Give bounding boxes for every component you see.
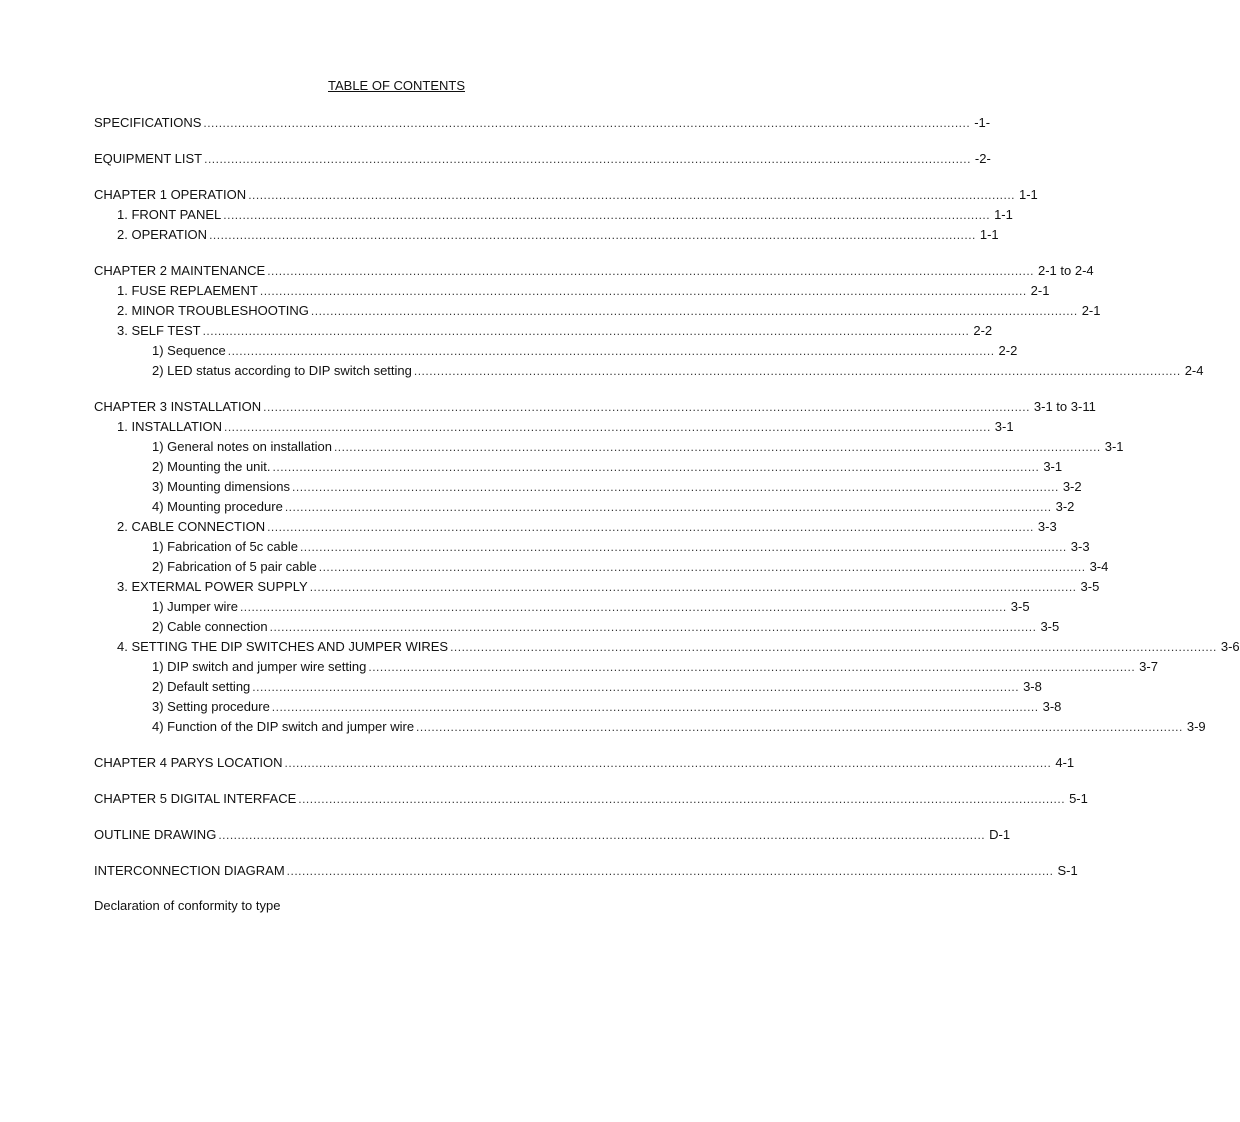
toc-entry[interactable] (94, 657, 1158, 677)
toc-entry-label: SPECIFICATIONS (94, 115, 202, 130)
toc-entry-page: 3-1 (1104, 439, 1124, 454)
toc-entry-label: 4. SETTING THE DIP SWITCHES AND JUMPER WIRES (117, 639, 449, 654)
toc-entry-label: 2) LED status according to DIP switch setting (152, 363, 412, 378)
toc-entry-page: 3-8 (1023, 679, 1042, 694)
dot-leader: ........................................................................................................................................................................................................ (299, 540, 1067, 554)
dot-leader: ........................................................................................................................................................................................................ (239, 600, 1007, 614)
toc-entry-label: 2) Default setting (152, 679, 251, 694)
toc-entry[interactable] (94, 677, 1042, 697)
dot-leader: ........................................................................................................................................................................................................ (263, 400, 1030, 414)
toc-entry-label: CHAPTER 5 DIGITAL INTERFACE (94, 791, 297, 806)
dot-leader: ........................................................................................................................................................................................................ (298, 792, 1066, 806)
toc-entry-page: -1- (974, 115, 991, 130)
dot-leader: ........................................................................................................................................................................................................ (267, 264, 1034, 278)
dot-leader: ........................................................................................................................................................................................................ (310, 304, 1078, 318)
toc-entry-page: 3-5 (1010, 599, 1030, 614)
toc-entry-page: 3-3 (1037, 519, 1057, 534)
toc-entry-label: CHAPTER 1 OPERATION (94, 187, 247, 202)
toc-entry-page: S-1 (1057, 863, 1078, 878)
toc-entry[interactable] (94, 113, 991, 133)
declaration-line: Declaration of conformity to type (94, 898, 281, 913)
dot-leader: ........................................................................................................................................................................................................ (224, 420, 991, 434)
toc-entry-label: 2. MINOR TROUBLESHOOTING (117, 303, 309, 318)
toc-entry-page: 3-4 (1089, 559, 1109, 574)
toc-entry[interactable] (94, 281, 1050, 301)
toc-entry-page: 3-6 (1220, 639, 1240, 654)
toc-entry[interactable] (94, 261, 1094, 281)
toc-entry-label: 1) General notes on installation (152, 439, 332, 454)
dot-leader: ........................................................................................................................................................................................................ (248, 188, 1015, 202)
toc-entry[interactable] (94, 697, 1062, 717)
toc-entry[interactable] (94, 517, 1057, 537)
toc-entry[interactable] (94, 341, 1018, 361)
toc-entry-label: 2) Cable connection (152, 619, 268, 634)
toc-entry-label: 3) Mounting dimensions (152, 479, 291, 494)
toc-entry-label: 1) DIP switch and jumper wire setting (152, 659, 367, 674)
toc-entry-label: 2. OPERATION (117, 227, 208, 242)
dot-leader: ........................................................................................................................................................................................................ (413, 364, 1181, 378)
toc-entry-page: 3-5 (1040, 619, 1060, 634)
toc-entry-label: 2. CABLE CONNECTION (117, 519, 266, 534)
toc-entry-page: 2-2 (998, 343, 1018, 358)
toc-entry[interactable] (94, 437, 1124, 457)
toc-entry[interactable] (94, 417, 1014, 437)
toc-entry-page: 3-7 (1139, 659, 1158, 674)
toc-entry[interactable] (94, 361, 1204, 381)
toc-entry-page: 2-4 (1184, 363, 1204, 378)
toc-entry-label: 1. INSTALLATION (117, 419, 222, 434)
toc-entry[interactable] (94, 557, 1109, 577)
toc-entry-page: 3-1 (994, 419, 1014, 434)
toc-entry[interactable] (94, 861, 1078, 881)
toc-entry[interactable] (94, 205, 1013, 225)
page-title: TABLE OF CONTENTS (328, 78, 465, 93)
toc-entry-page: 2-1 (1030, 283, 1050, 298)
toc-entry[interactable] (94, 617, 1060, 637)
dot-leader: ........................................................................................................................................................................................................ (203, 116, 971, 130)
toc-entry[interactable] (94, 149, 991, 169)
dot-leader: ........................................................................................................................................................................................................ (284, 500, 1052, 514)
toc-entry[interactable] (94, 577, 1100, 597)
toc-entry-page: 3-3 (1070, 539, 1090, 554)
dot-leader: ........................................................................................................................................................................................................ (271, 700, 1039, 714)
toc-entry[interactable] (94, 753, 1075, 773)
toc-entry-page: -2- (974, 151, 991, 166)
toc-entry[interactable] (94, 457, 1063, 477)
dot-leader: ........................................................................................................................................................................................................ (269, 620, 1037, 634)
dot-leader: ........................................................................................................................................................................................................ (309, 580, 1077, 594)
toc-entry-page: 3-2 (1055, 499, 1075, 514)
toc-entry-page: D-1 (989, 827, 1011, 842)
dot-leader: ........................................................................................................................................................................................................ (259, 284, 1027, 298)
toc-entry-label: 2) Fabrication of 5 pair cable (152, 559, 317, 574)
toc-entry[interactable] (94, 789, 1088, 809)
toc-entry-page: 1-1 (1018, 187, 1038, 202)
toc-entry-label: 1) Sequence (152, 343, 226, 358)
toc-entry-label: CHAPTER 4 PARYS LOCATION (94, 755, 283, 770)
toc-entry[interactable] (94, 717, 1206, 737)
toc-entry-label: 4) Function of the DIP switch and jumper wire (152, 719, 415, 734)
table-of-contents (94, 113, 1240, 881)
toc-entry-label: 1) Jumper wire (152, 599, 238, 614)
toc-entry[interactable] (94, 477, 1082, 497)
toc-entry-page: 3-1 (1043, 459, 1063, 474)
toc-entry[interactable] (94, 497, 1075, 517)
dot-leader: ........................................................................................................................................................................................................ (272, 460, 1040, 474)
toc-entry-page: 3-2 (1062, 479, 1082, 494)
toc-entry[interactable] (94, 397, 1096, 417)
dot-leader: ........................................................................................................................................................................................................ (368, 660, 1136, 674)
toc-entry-label: 2) Mounting the unit. (152, 459, 271, 474)
toc-entry-label: CHAPTER 2 MAINTENANCE (94, 263, 266, 278)
dot-leader: ........................................................................................................................................................................................................ (223, 208, 991, 222)
dot-leader: ........................................................................................................................................................................................................ (227, 344, 995, 358)
toc-entry-label: 3) Setting procedure (152, 699, 270, 714)
toc-entry-label: 4) Mounting procedure (152, 499, 283, 514)
dot-leader: ........................................................................................................................................................................................................ (318, 560, 1086, 574)
toc-entry-label: CHAPTER 3 INSTALLATION (94, 399, 262, 414)
toc-entry-page: 3-8 (1042, 699, 1062, 714)
dot-leader: ........................................................................................................................................................................................................ (204, 152, 971, 166)
toc-entry-label: 1. FRONT PANEL (117, 207, 222, 222)
dot-leader: ........................................................................................................................................................................................................ (416, 720, 1183, 734)
dot-leader: ........................................................................................................................................................................................................ (267, 520, 1034, 534)
dot-leader: ........................................................................................................................................................................................................ (333, 440, 1101, 454)
toc-entry-label: 3. SELF TEST (117, 323, 201, 338)
dot-leader: ........................................................................................................................................................................................................ (292, 480, 1059, 494)
toc-entry[interactable] (94, 637, 1240, 657)
toc-entry-page: 1-1 (994, 207, 1013, 222)
toc-entry-page: 2-1 to 2-4 (1038, 263, 1094, 278)
toc-entry-page: 4-1 (1055, 755, 1075, 770)
dot-leader: ........................................................................................................................................................................................................ (209, 228, 976, 242)
toc-entry[interactable] (94, 597, 1030, 617)
toc-entry-label: 1. FUSE REPLAEMENT (117, 283, 258, 298)
toc-entry[interactable] (94, 301, 1101, 321)
dot-leader: ........................................................................................................................................................................................................ (284, 756, 1052, 770)
toc-entry-page: 3-5 (1080, 579, 1100, 594)
toc-entry-page: 2-1 (1081, 303, 1101, 318)
toc-entry-label: 1) Fabrication of 5c cable (152, 539, 298, 554)
toc-entry-label: 3. EXTERMAL POWER SUPPLY (117, 579, 308, 594)
toc-entry-page: 1-1 (979, 227, 999, 242)
toc-entry-label: OUTLINE DRAWING (94, 827, 217, 842)
toc-entry-label: EQUIPMENT LIST (94, 151, 203, 166)
toc-entry[interactable] (94, 225, 999, 245)
dot-leader: ........................................................................................................................................................................................................ (202, 324, 970, 338)
toc-entry-page: 3-1 to 3-11 (1033, 399, 1096, 414)
dot-leader: ........................................................................................................................................................................................................ (218, 828, 986, 842)
toc-entry-label: INTERCONNECTION DIAGRAM (94, 863, 285, 878)
toc-entry[interactable] (94, 321, 993, 341)
toc-entry-page: 5-1 (1069, 791, 1088, 806)
dot-leader: ........................................................................................................................................................................................................ (286, 864, 1054, 878)
toc-entry[interactable] (94, 537, 1090, 557)
dot-leader: ........................................................................................................................................................................................................ (450, 640, 1217, 654)
toc-entry-page: 2-2 (973, 323, 993, 338)
toc-entry-page: 3-9 (1186, 719, 1206, 734)
toc-entry[interactable] (94, 185, 1038, 205)
dot-leader: ........................................................................................................................................................................................................ (252, 680, 1020, 694)
toc-entry[interactable] (94, 825, 1011, 845)
